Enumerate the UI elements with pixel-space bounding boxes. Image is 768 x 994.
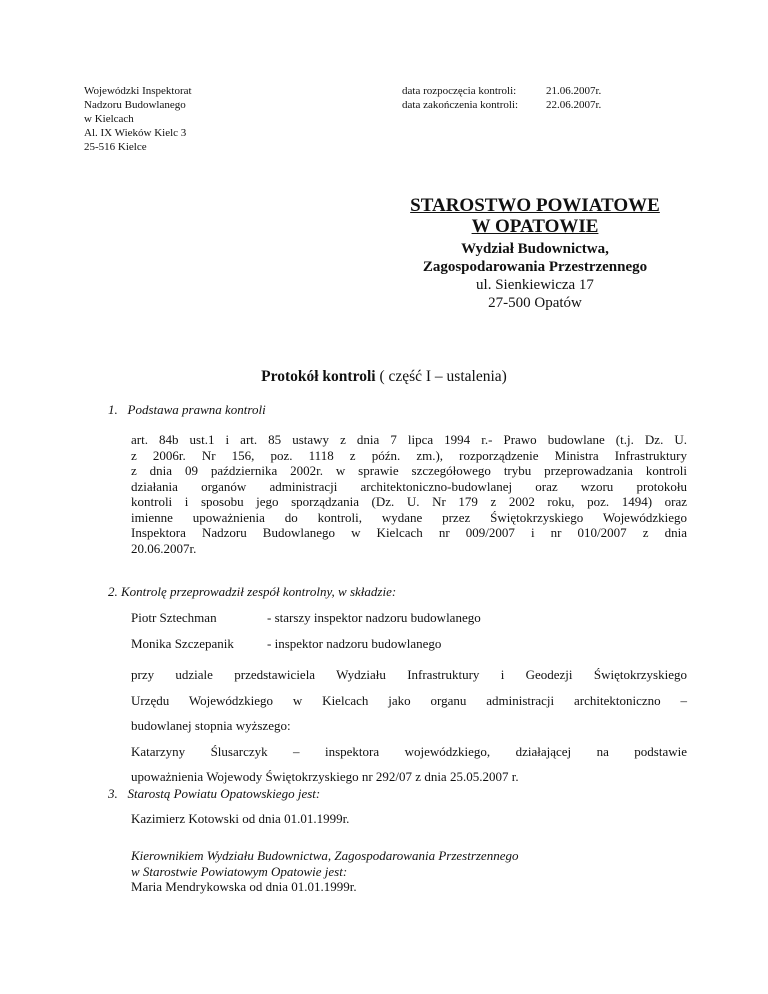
body-line: działania organów administracji architektoniczno-budowlanej oraz wzoru protokołu xyxy=(131,478,687,494)
start-date-row xyxy=(402,84,601,98)
sender-line: w Kielcach xyxy=(84,113,134,125)
body-line: z 2006r. Nr 156, poz. 1118 z późn. zm.), rozporządzenie Ministra Infrastruktury xyxy=(131,447,687,463)
department-head-label: Kierownikiem Wydziału Budownictwa, Zagospodarowania Przestrzennego xyxy=(131,848,519,863)
title-bold: Protokół kontroli xyxy=(261,368,376,385)
member-name: Monika Szczepanik xyxy=(131,636,234,651)
recipient-department: Wydział Budownictwa, xyxy=(461,241,609,257)
body-line: Katarzyny Ślusarczyk – inspektora wojewódzkiego, działającej na podstawie xyxy=(131,743,687,759)
recipient-office: STAROSTWO POWIATOWE xyxy=(410,195,660,216)
body-line: imienne upoważnienia do kontroli, wydane przez Świętokrzyskiego Wojewódzkiego xyxy=(131,509,687,525)
start-date-label: data rozpoczęcia kontroli: xyxy=(402,85,517,97)
body-line: z dnia 09 października 2002r. w sprawie szczegółowego trybu przeprowadzania kontroli xyxy=(131,463,687,478)
department-head-block xyxy=(131,848,518,895)
body-line: Urzędu Wojewódzkiego w Kielcach jako organu administracji architektoniczno – xyxy=(131,692,687,708)
sender-line: 25-516 Kielce xyxy=(84,141,147,153)
starost-value: Kazimierz Kotowski od dnia 01.01.1999r. xyxy=(131,811,350,826)
recipient-address xyxy=(380,195,690,312)
body-line: art. 84b ust.1 i art. 85 ustawy z dnia 7 lipca 1994 r.- Prawo budowlane (t.j. Dz. U. xyxy=(131,432,687,447)
body-line: przy udziale przedstawiciela Wydziału Infrastruktury i Geodezji Świętokrzyskiego xyxy=(131,667,687,682)
recipient-street: ul. Sienkiewicza 17 xyxy=(476,277,594,293)
recipient-department-cont: Zagospodarowania Przestrzennego xyxy=(422,259,648,275)
member-name: Piotr Sztechman xyxy=(131,610,217,625)
recipient-town: W OPATOWIE xyxy=(471,216,599,237)
section3-heading: 3. Starostą Powiatu Opatowskiego jest: xyxy=(108,786,321,801)
member-row xyxy=(131,610,481,626)
end-date-value: 22.06.2007r. xyxy=(546,99,602,111)
sender-line: Al. IX Wieków Kielc 3 xyxy=(84,127,187,139)
end-date-label: data zakończenia kontroli: xyxy=(402,99,519,111)
sender-address xyxy=(84,84,192,154)
section2-heading: 2. Kontrolę przeprowadził zespół kontrolny, w składzie: xyxy=(108,584,397,599)
body-line: upoważnienia Wojewody Świętokrzyskiego nr 292/07 z dnia 25.05.2007 r. xyxy=(131,769,519,784)
sender-line: Wojewódzki Inspektorat xyxy=(84,85,192,97)
body-line: 20.06.2007r. xyxy=(131,540,197,556)
inspection-dates xyxy=(402,84,601,112)
department-head-value: Maria Mendrykowska od dnia 01.01.1999r. xyxy=(131,879,357,894)
department-head-label-cont: w Starostwie Powiatowym Opatowie jest: xyxy=(131,863,348,879)
section1-heading: 1. Podstawa prawna kontroli xyxy=(108,402,266,417)
section1-body xyxy=(131,432,687,556)
member-row xyxy=(131,636,441,652)
body-line: kontroli i sposobu jego sporządzania (Dz. U. Nr 179 z 2002 roku, poz. 1494) oraz xyxy=(131,494,687,509)
sender-line: Nadzoru Budowlanego xyxy=(84,99,186,111)
end-date-row xyxy=(402,98,601,112)
section2-body xyxy=(131,662,687,790)
member-role: - inspektor nadzoru budowlanego xyxy=(267,636,442,651)
body-line: Inspektora Nadzoru Budowlanego w Kielcach nr 009/2007 i nr 010/2007 z dnia xyxy=(131,525,687,540)
recipient-postcode: 27-500 Opatów xyxy=(488,295,582,311)
title-rest: ( część I – ustalenia) xyxy=(375,368,507,385)
member-role: - starszy inspektor nadzoru budowlanego xyxy=(267,610,481,625)
start-date-value: 21.06.2007r. xyxy=(546,85,602,97)
body-line: budowlanej stopnia wyższego: xyxy=(131,718,291,733)
page-title xyxy=(0,368,768,386)
